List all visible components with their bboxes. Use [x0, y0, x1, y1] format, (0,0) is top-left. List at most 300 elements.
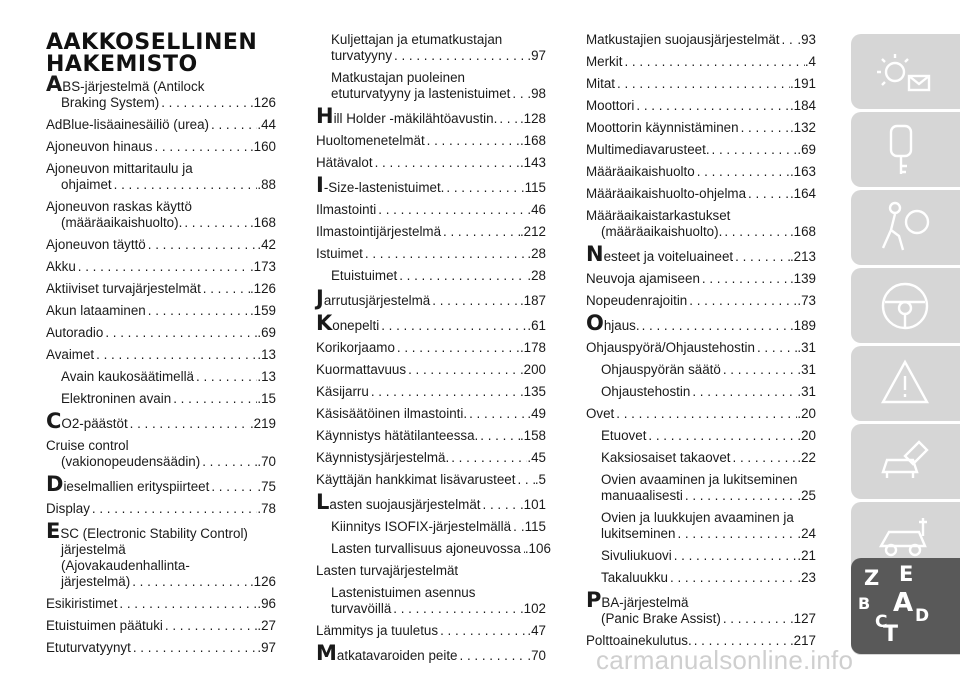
index-entry[interactable]	[586, 472, 816, 504]
index-entry[interactable]	[586, 293, 816, 309]
dot-leader	[467, 406, 527, 422]
dot-leader	[497, 111, 520, 127]
initial-letter: C	[46, 409, 62, 433]
tab-keys[interactable]	[851, 112, 960, 187]
page-number: .212	[519, 224, 546, 239]
entry-label: Nopeudenrajoitin	[586, 293, 688, 308]
initial-letter: A	[46, 72, 63, 96]
index-entry[interactable]	[46, 199, 276, 231]
tab-letter-c: C	[875, 612, 888, 632]
entry-line	[46, 409, 276, 433]
index-entry[interactable]	[46, 72, 276, 111]
entry-label: asten suojausjärjestelmät	[329, 497, 481, 512]
page-number: .75	[257, 479, 276, 494]
index-entry[interactable]	[586, 450, 816, 466]
entry-continuation: järjestelmä	[61, 542, 126, 557]
entry-label: Määräaikaishuolto	[586, 164, 695, 179]
entry-label: Avain kaukosäätimellä	[61, 369, 194, 384]
tab-letter-z: Z	[864, 566, 880, 590]
entry-label: Avaimet	[46, 347, 95, 362]
page-number: .22	[797, 450, 816, 465]
entry-line	[331, 519, 546, 535]
tab-letter-b: B	[858, 594, 871, 613]
dot-leader	[444, 180, 521, 196]
index-entry[interactable]	[586, 208, 816, 240]
entry-continuation: (vakionopeudensäädin)	[61, 454, 201, 469]
index-entry[interactable]	[586, 428, 816, 444]
entry-label: Aktiiviset turvajärjestelmät	[46, 281, 201, 296]
dot-leader	[182, 215, 250, 231]
index-entry[interactable]	[46, 303, 276, 319]
index-entry[interactable]	[46, 161, 276, 193]
index-entry[interactable]	[586, 120, 816, 136]
index-entry[interactable]	[46, 117, 276, 133]
page-number: .189	[789, 318, 816, 333]
page-number: .158	[519, 428, 546, 443]
car-key-icon	[873, 120, 937, 180]
index-entry[interactable]	[316, 268, 546, 284]
initial-letter: D	[46, 472, 64, 496]
index-entry[interactable]	[586, 510, 816, 542]
index-entry[interactable]	[46, 259, 276, 275]
entry-label: Elektroninen avain	[61, 391, 172, 406]
page-number: .168	[519, 133, 546, 148]
entry-line	[586, 406, 816, 422]
dot-leader	[683, 488, 798, 504]
index-entry[interactable]	[316, 406, 546, 422]
dot-leader	[695, 164, 790, 180]
dot-leader	[406, 362, 520, 378]
entry-line	[601, 526, 816, 542]
tab-emergency[interactable]	[851, 346, 960, 421]
entry-line	[331, 268, 546, 284]
index-entry[interactable]	[586, 570, 816, 586]
dot-leader	[397, 268, 527, 284]
dot-leader	[425, 133, 520, 149]
entry-line	[46, 72, 276, 96]
dot-leader	[209, 117, 257, 133]
dot-leader	[515, 472, 534, 488]
entry-line	[46, 640, 276, 656]
wrench-car-icon	[873, 432, 937, 492]
entry-line	[601, 488, 816, 504]
site-watermark: carmanualsonline.info	[596, 645, 854, 675]
entry-line	[601, 362, 816, 378]
entry-label: Käsisäätöinen ilmastointi.	[316, 406, 468, 421]
page-number: .97	[257, 640, 276, 655]
entry-label: Matkustajien suojausjärjestelmät	[586, 32, 780, 47]
index-entry[interactable]	[316, 641, 546, 665]
entry-label: BS-järjestelmä (Antilock	[62, 79, 205, 94]
airbag-icon	[873, 198, 937, 258]
entry-line	[46, 177, 276, 193]
index-entry[interactable]	[46, 640, 276, 656]
entry-label: Ovien avaaminen ja lukitseminen	[601, 472, 798, 487]
entry-line	[586, 271, 816, 287]
entry-label: AdBlue-lisäainesäiliö (urea)	[46, 117, 210, 132]
index-entry[interactable]	[316, 450, 546, 466]
entry-label: Ovet	[586, 406, 615, 421]
index-entry[interactable]	[46, 369, 276, 385]
title-line-2: HAKEMISTO	[46, 52, 198, 77]
entry-line	[46, 438, 276, 454]
initial-letter: L	[316, 490, 330, 514]
index-entry[interactable]	[46, 596, 276, 612]
index-entry[interactable]	[46, 347, 276, 363]
index-entry[interactable]	[316, 286, 546, 310]
page-number: .70	[257, 454, 276, 469]
tab-letter-t: T	[883, 622, 899, 647]
index-entry[interactable]	[586, 164, 816, 180]
page-number: .135	[519, 384, 546, 399]
initial-letter: O	[586, 311, 604, 335]
page-number: .46	[527, 202, 546, 217]
entry-line	[586, 242, 816, 266]
entry-label: Käynnistysjärjestelmä.	[316, 450, 450, 465]
page-number: .187	[519, 293, 546, 308]
entry-line	[586, 293, 816, 309]
dot-leader	[478, 428, 520, 444]
index-entry[interactable]	[316, 623, 546, 639]
dot-leader	[430, 293, 520, 309]
index-entry[interactable]	[316, 70, 546, 102]
entry-label: esteet ja voiteluaineet	[603, 249, 734, 264]
index-entry[interactable]	[586, 340, 816, 356]
entry-label: Cruise control	[46, 438, 129, 453]
index-entry[interactable]	[586, 242, 816, 266]
page-number: .139	[789, 271, 816, 286]
dot-leader	[194, 369, 257, 385]
entry-line	[46, 259, 276, 275]
dot-leader	[441, 224, 520, 240]
dot-leader	[510, 86, 527, 102]
index-entry[interactable]	[586, 311, 816, 335]
entry-label: Esikiristimet	[46, 596, 118, 611]
entry-label: hjaus.	[603, 318, 640, 333]
dot-leader	[615, 76, 790, 92]
entry-line	[331, 601, 546, 617]
index-entry[interactable]	[316, 362, 546, 378]
index-entry[interactable]	[316, 246, 546, 262]
title-line-1: AAKKOSELLINEN	[46, 30, 258, 55]
page-number: .163	[789, 164, 816, 179]
dot-leader	[481, 497, 520, 513]
page-number: .191	[789, 76, 816, 91]
index-entry[interactable]	[316, 472, 546, 488]
index-entry[interactable]	[46, 472, 276, 496]
entry-line	[316, 133, 546, 149]
index-entry[interactable]	[586, 98, 816, 114]
entry-label: Ajoneuvon raskas käyttö	[46, 199, 192, 214]
dot-leader	[163, 618, 258, 634]
index-entry[interactable]	[46, 501, 276, 517]
entry-line	[46, 117, 276, 133]
entry-continuation: manuaalisesti	[601, 488, 683, 503]
dot-leader	[379, 318, 527, 334]
page-number: .4	[804, 54, 816, 69]
page-number: .132	[789, 120, 816, 135]
entry-label: Matkustajan puoleinen	[331, 70, 465, 85]
page-number: .20	[797, 428, 816, 443]
index-entry[interactable]	[586, 406, 816, 422]
entry-line	[46, 325, 276, 341]
page-number: .115	[520, 519, 546, 534]
dot-leader	[103, 325, 257, 341]
tab-dashboard[interactable]	[851, 34, 960, 109]
entry-line	[316, 623, 546, 639]
dot-leader	[146, 237, 258, 253]
entry-line	[46, 454, 276, 470]
index-entry[interactable]	[316, 173, 546, 197]
dot-leader	[76, 259, 250, 275]
entry-line	[316, 286, 546, 310]
index-entry[interactable]	[316, 104, 546, 128]
entry-label: Kaksiosaiset takaovet	[601, 450, 731, 465]
index-entry[interactable]	[586, 32, 816, 48]
index-entry[interactable]	[316, 428, 546, 444]
page-number: .128	[519, 111, 546, 126]
entry-label: Etuistuimet	[331, 268, 398, 283]
index-entry[interactable]	[586, 548, 816, 564]
index-entry[interactable]	[316, 224, 546, 240]
index-entry[interactable]	[586, 142, 816, 158]
index-entry[interactable]	[316, 384, 546, 400]
entry-label: Ajoneuvon hinaus	[46, 139, 153, 154]
entry-label: Neuvoja ajamiseen	[586, 271, 700, 286]
dot-leader	[739, 120, 790, 136]
entry-line	[316, 406, 546, 422]
index-entry[interactable]	[46, 237, 276, 253]
dot-leader	[131, 640, 258, 656]
index-entry[interactable]	[46, 438, 276, 470]
dot-leader	[710, 142, 798, 158]
entry-line	[316, 173, 546, 197]
dot-leader	[373, 155, 520, 171]
entry-label: Akun lataaminen	[46, 303, 146, 318]
entry-label: Lasten turvajärjestelmät	[316, 563, 459, 578]
index-column-2	[316, 32, 551, 670]
entry-label: Ilmastointi	[316, 202, 377, 217]
page-number: .31	[797, 340, 816, 355]
index-entry[interactable]	[46, 519, 276, 590]
entry-label: Ovien ja luukkujen avaaminen ja	[601, 510, 794, 525]
entry-line	[316, 246, 546, 262]
entry-label: Ilmastointijärjestelmä	[316, 224, 442, 239]
page-number: .160	[249, 139, 276, 154]
entry-label: ill Holder -mäkilähtöavustin.	[333, 111, 498, 126]
entry-label: Mitat	[586, 76, 616, 91]
dot-leader	[733, 249, 790, 265]
dot-leader	[687, 293, 797, 309]
index-entry[interactable]	[316, 133, 546, 149]
entry-continuation: järjestelmä)	[61, 574, 131, 589]
entry-line	[316, 155, 546, 171]
entry-continuation: lukitseminen	[601, 526, 676, 541]
entry-label: Merkit	[586, 54, 623, 69]
tab-maintenance[interactable]	[851, 424, 960, 499]
index-entry[interactable]	[46, 409, 276, 433]
index-entry[interactable]	[46, 281, 276, 297]
dot-leader	[94, 347, 257, 363]
entry-line	[316, 450, 546, 466]
entry-label: Lämmitys ja tuuletus	[316, 623, 439, 638]
index-entry[interactable]	[586, 271, 816, 287]
entry-label: Huoltomenetelmät	[316, 133, 425, 148]
index-entry[interactable]	[316, 311, 546, 335]
entry-label: Määräaikaishuolto-ohjelma	[586, 186, 747, 201]
entry-label: Lastenistuimen asennus	[331, 585, 476, 600]
page-number: .28	[527, 268, 546, 283]
initial-letter: J	[316, 286, 324, 310]
page-number: .69	[257, 325, 276, 340]
entry-line	[586, 340, 816, 356]
index-entry[interactable]	[586, 76, 816, 92]
page-number: .164	[789, 186, 816, 201]
dot-leader	[159, 95, 250, 111]
tab-index[interactable]	[851, 558, 960, 654]
entry-line	[586, 98, 816, 114]
dot-leader	[690, 384, 797, 400]
entry-label: Kuormattavuus	[316, 362, 407, 377]
initial-letter: K	[316, 311, 333, 335]
dot-leader	[201, 281, 250, 297]
index-entry[interactable]	[316, 519, 546, 535]
dot-leader	[117, 596, 257, 612]
index-entry[interactable]	[316, 585, 546, 617]
page-number: .78	[257, 501, 276, 516]
index-entry[interactable]	[316, 155, 546, 171]
page-number: .23	[797, 570, 816, 585]
page-number: .168	[789, 224, 816, 239]
entry-label: atkatavaroiden peite	[336, 648, 458, 663]
entry-line	[331, 86, 546, 102]
entry-label: Multimediavarusteet.	[586, 142, 710, 157]
dot-leader	[363, 246, 527, 262]
entry-line	[601, 548, 816, 564]
tab-safety[interactable]	[851, 190, 960, 265]
dot-leader	[646, 428, 797, 444]
dot-leader	[438, 623, 527, 639]
entry-label: Käyttäjän hankkimat lisävarusteet	[316, 472, 516, 487]
entry-label: Hätävalot	[316, 155, 373, 170]
entry-label: Kiinnitys ISOFIX-järjestelmällä	[331, 519, 512, 534]
page-number: .25	[797, 488, 816, 503]
entry-line	[586, 311, 816, 335]
entry-line	[586, 54, 816, 70]
entry-line	[316, 472, 546, 488]
entry-line	[46, 501, 276, 517]
index-entry[interactable]	[586, 362, 816, 378]
page-number: .31	[797, 362, 816, 377]
entry-label: Ajoneuvon täyttö	[46, 237, 146, 252]
entry-line	[316, 563, 546, 579]
entry-continuation: (Panic Brake Assist)	[601, 611, 721, 626]
entry-line	[586, 120, 816, 136]
entry-label: Määräaikaistarkastukset	[586, 208, 731, 223]
index-entry[interactable]	[316, 541, 551, 557]
dot-leader	[780, 32, 798, 48]
page-number: .184	[789, 98, 816, 113]
initial-letter: I	[316, 173, 324, 197]
entry-line	[46, 596, 276, 612]
index-entry[interactable]	[586, 384, 816, 400]
entry-line	[316, 104, 546, 128]
page-number: .73	[797, 293, 816, 308]
index-entry[interactable]	[586, 54, 816, 70]
warning-triangle-icon	[873, 354, 937, 414]
dot-leader	[128, 416, 250, 432]
index-entry[interactable]	[316, 563, 546, 579]
entry-line	[331, 70, 546, 86]
dot-leader	[721, 611, 790, 627]
tab-letter-a: A	[893, 588, 914, 618]
page-number: .44	[257, 117, 276, 132]
tab-steering[interactable]	[851, 268, 960, 343]
index-entry[interactable]	[46, 391, 276, 407]
dot-leader	[614, 406, 797, 422]
entry-line	[46, 161, 276, 177]
index-entry[interactable]	[46, 618, 276, 634]
page-number: .15	[257, 391, 276, 406]
index-entry[interactable]	[586, 588, 816, 627]
entry-continuation: (Ajovakaudenhallinta-	[61, 558, 190, 573]
entry-label: Ajoneuvon mittaritaulu ja	[46, 161, 193, 176]
page-number: .178	[519, 340, 546, 355]
entry-line	[601, 450, 816, 466]
index-entry[interactable]	[46, 139, 276, 155]
index-entry[interactable]	[46, 325, 276, 341]
dot-leader	[369, 384, 520, 400]
page-number: .47	[527, 623, 546, 638]
page-title	[46, 32, 257, 76]
entry-label: Käynnistys hätätilanteessa.	[316, 428, 479, 443]
entry-line	[601, 472, 816, 488]
entry-line	[586, 611, 816, 627]
entry-continuation: turvavöillä	[331, 601, 392, 616]
page-number: .61	[527, 318, 546, 333]
entry-label: Polttoainekulutus.	[586, 633, 692, 648]
entry-label: SC (Electronic Stability Control)	[60, 526, 248, 541]
index-entry[interactable]	[316, 32, 546, 64]
dot-leader	[395, 340, 520, 356]
entry-line	[601, 384, 816, 400]
entry-line	[46, 303, 276, 319]
entry-continuation: etuturvatyyny ja lastenistuimet	[331, 86, 511, 101]
page-number: .70	[527, 648, 546, 663]
page-number: .126	[249, 574, 276, 589]
dot-leader	[622, 54, 804, 70]
initial-letter: H	[316, 104, 334, 128]
index-column-1	[46, 72, 276, 662]
index-entry[interactable]	[316, 340, 546, 356]
index-entry[interactable]	[316, 202, 546, 218]
page-number: .168	[249, 215, 276, 230]
dot-leader	[700, 271, 790, 287]
page-number: .96	[257, 596, 276, 611]
entry-line	[316, 384, 546, 400]
entry-continuation: (määräaikaishuolto).	[601, 224, 723, 239]
entry-line	[586, 142, 816, 158]
index-entry[interactable]	[586, 186, 816, 202]
dot-leader	[640, 318, 790, 334]
entry-line	[586, 76, 816, 92]
index-entry[interactable]	[316, 490, 546, 514]
entry-line	[61, 369, 276, 385]
entry-line	[46, 472, 276, 496]
dot-leader	[376, 202, 527, 218]
entry-label: Etuistuimen päätuki	[46, 618, 163, 633]
entry-line	[316, 224, 546, 240]
